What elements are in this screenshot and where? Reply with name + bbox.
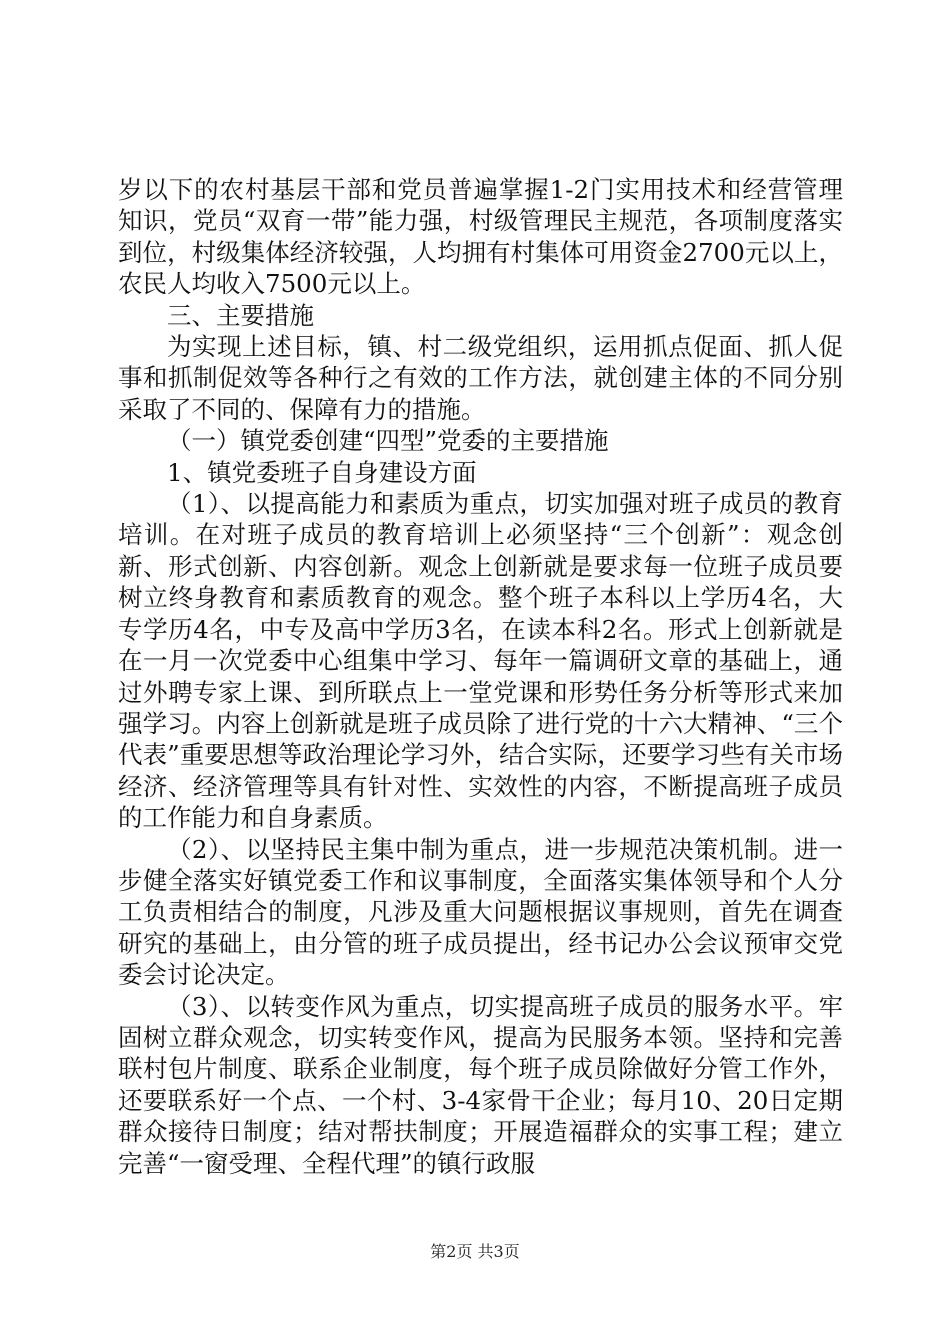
- paragraph-item-3: （3）、以转变作风为重点，切实提高班子成员的服务水平。牢固树立群众观念，切实转变作风，提高为民服务本领。坚持和完善联村包片制度、联系企业制度，每个班子成员除做好分管工作外，还要联系好一个点、一个村、3-4家骨干企业；每月10、20日定期群众接待日制度；结对帮扶制度；开展造福群众的实事工程；建立完善“一窗受理、全程代理”的镇行政服: [118, 991, 843, 1178]
- document-body: [118, 174, 843, 1179]
- paragraph-3: 为实现上述目标，镇、村二级党组织，运用抓点促面、抓人促事和抓制促效等各种行之有效的工作方法，就创建主体的不同分别采取了不同的、保障有力的措施。: [118, 332, 843, 424]
- subsection-heading-1: （一）镇党委创建“四型”党委的主要措施: [167, 426, 609, 456]
- paragraph-1: 岁以下的农村基层干部和党员普遍掌握1-2门实用技术和经营管理知识，党员“双育一带”能力强，村级管理民主规范，各项制度落实到位，村级集体经济较强，人均拥有村集体可用资金2700元以上，农民人均收入7500元以上。: [118, 175, 843, 299]
- section-heading-main-measures: 三、主要措施: [167, 300, 314, 330]
- paragraph-item-1: （1）、以提高能力和素质为重点，切实加强对班子成员的教育培训。在对班子成员的教育培训上必须坚持“三个创新”：观念创新、形式创新、内容创新。观念上创新就是要求每一位班子成员要树立终身教育和素质教育的观念。整个班子本科以上学历4名，大专学历4名，中专及高中学历3名，在读本科2名。形式上创新就是在一月一次党委中心组集中学习、每年一篇调研文章的基础上，通过外聘专家上课、到所联点上一堂党课和形势任务分析等形式来加强学习。内容上创新就是班子成员除了进行党的十六大精神、“三个代表”重要思想等政治理论学习外，结合实际，还要学习些有关市场经济、经济管理等具有针对性、实效性的内容，不断提高班子成员的工作能力和自身素质。: [118, 489, 843, 833]
- paragraph-item-2: （2）、以坚持民主集中制为重点，进一步规范决策机制。进一步健全落实好镇党委工作和议事制度，全面落实集体领导和个人分工负责相结合的制度，凡涉及重大问题根据议事规则，首先在调查研究的基础上，由分管的班子成员提出，经书记办公会议预审交党委会讨论决定。: [118, 834, 843, 990]
- page-footer: 第2页 共3页: [430, 1242, 520, 1261]
- subsection-heading-2: 1、镇党委班子自身建设方面: [167, 457, 477, 487]
